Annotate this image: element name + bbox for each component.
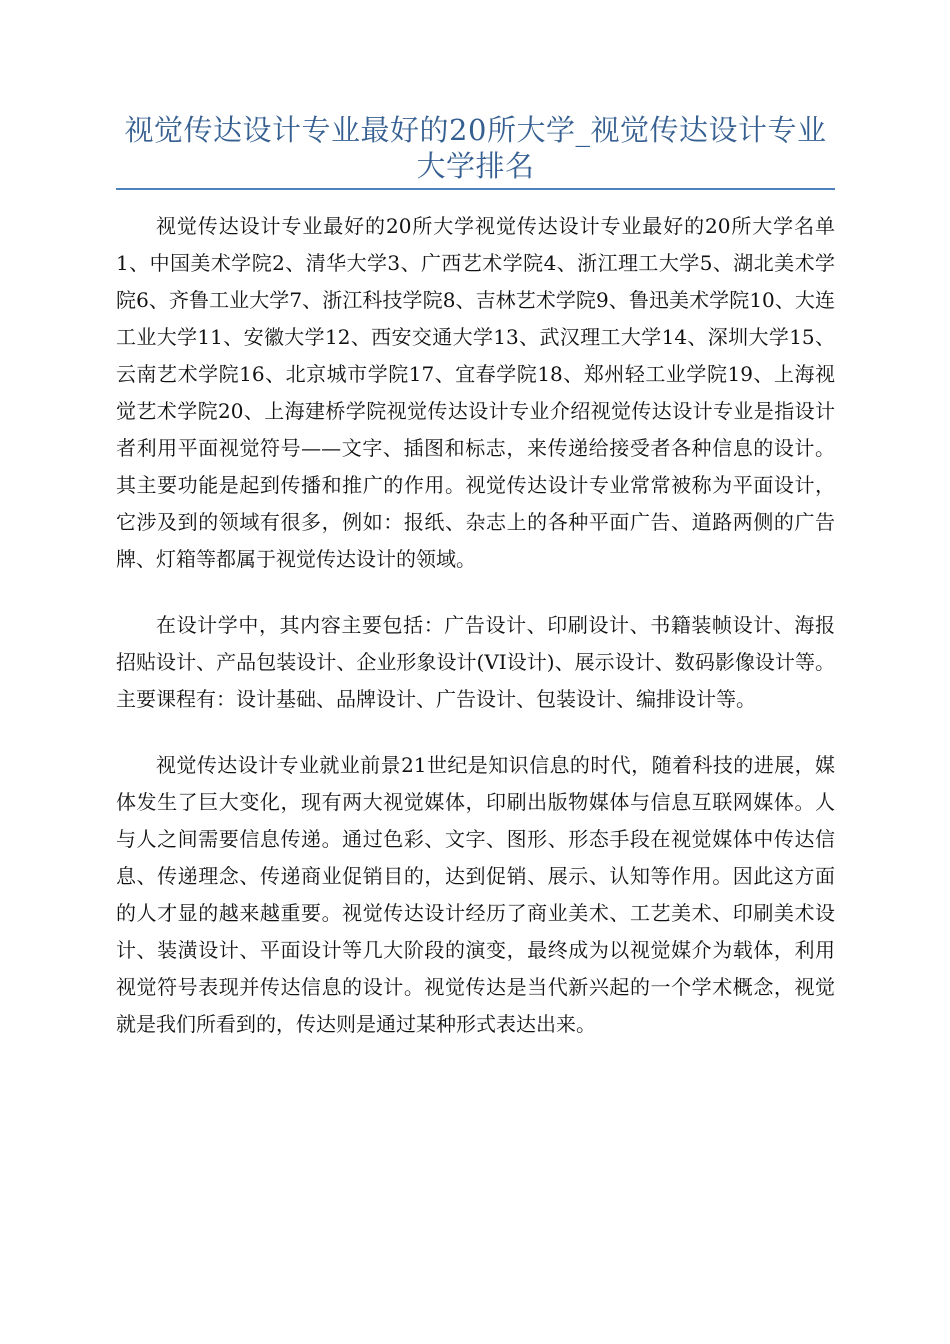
paragraph-1: 视觉传达设计专业最好的20所大学视觉传达设计专业最好的20所大学名单1、中国美术学院2、清华大学3、广西艺术学院4、浙江理工大学5、湖北美术学院6、齐鲁工业大学7、浙江科技学院8、吉林艺术学院9、鲁迅美术学院10、大连工业大学11、安徽大学12、西安交通大学13、武汉理工大学14、深圳大学15、云南艺术学院16、北京城市学院17、宜春学院18、郑州轻工业学院19、上海视觉艺术学院20、上海建桥学院视觉传达设计专业介绍视觉传达设计专业是指设计者利用平面视觉符号——文字、插图和标志，来传递给接受者各种信息的设计。其主要功能是起到传播和推广的作用。视觉传达设计专业常常被称为平面设计，它涉及到的领域有很多，例如：报纸、杂志上的各种平面广告、道路两侧的广告牌、灯箱等都属于视觉传达设计的领域。 [116, 214, 835, 571]
document-title: 视觉传达设计专业最好的20所大学_视觉传达设计专业大学排名 [124, 113, 827, 183]
paragraph-2: 在设计学中，其内容主要包括：广告设计、印刷设计、书籍装帧设计、海报招贴设计、产品包装设计、企业形象设计(VI设计)、展示设计、数码影像设计等。主要课程有：设计基础、品牌设计、广告设计、包装设计、编排设计等。 [116, 613, 835, 711]
paragraph-3: 视觉传达设计专业就业前景21世纪是知识信息的时代，随着科技的进展，媒体发生了巨大变化，现有两大视觉媒体，印刷出版物媒体与信息互联网媒体。人与人之间需要信息传递。通过色彩、文字、图形、形态手段在视觉媒体中传达信息、传递理念、传递商业促销目的，达到促销、展示、认知等作用。因此这方面的人才显的越来越重要。视觉传达设计经历了商业美术、工艺美术、印刷美术设计、装潢设计、平面设计等几大阶段的演变，最终成为以视觉媒介为载体，利用视觉符号表现并传达信息的设计。视觉传达是当代新兴起的一个学术概念，视觉就是我们所看到的，传达则是通过某种形式表达出来。 [116, 753, 835, 1036]
document-body [116, 208, 835, 1072]
title-block [116, 112, 835, 190]
